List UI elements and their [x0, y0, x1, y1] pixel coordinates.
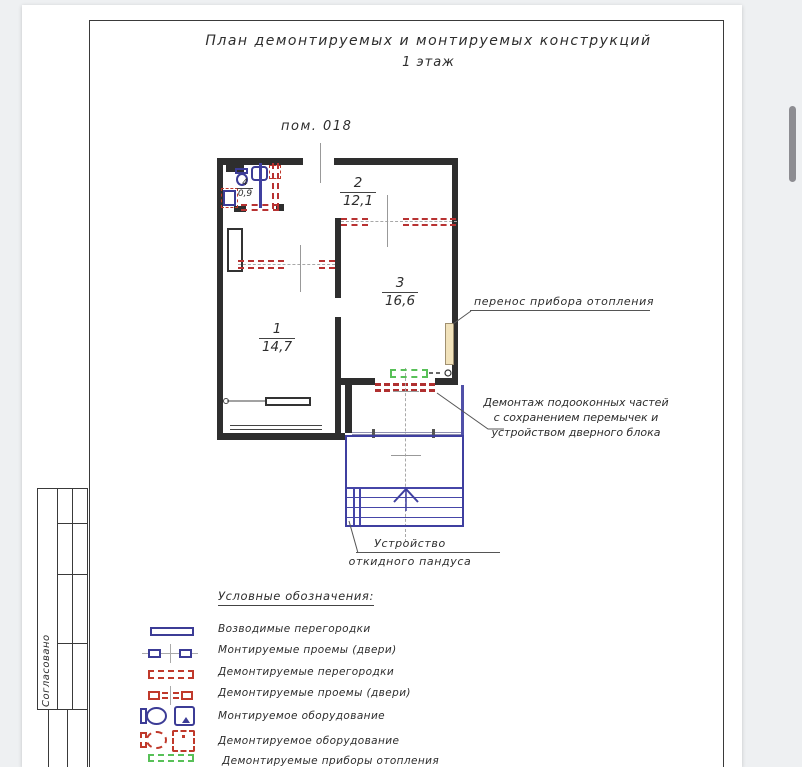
- relocated-heater: [445, 323, 454, 365]
- centerline-room3: [341, 221, 457, 222]
- ramp-side-rail: [353, 487, 355, 525]
- legend-item-installed-equipment: Монтируемое оборудование: [218, 710, 386, 722]
- ramp-step-line: [347, 487, 462, 489]
- legend-symbol-sink-demolished: [172, 730, 195, 752]
- legend-item-new-partition: Возводимые перегородки: [218, 623, 371, 635]
- wall-room3-bottom-right: [435, 378, 458, 385]
- legend-symbol-new-opening-right: [179, 649, 192, 658]
- legend-symbol-new-opening-left: [148, 649, 161, 658]
- toilet-bowl: [146, 707, 167, 725]
- annotation-sill-line2: с сохранением перемычек и: [493, 411, 659, 424]
- legend-symbol-new-opening-tick: [170, 644, 171, 663]
- legend-symbol-demolished-partition: [148, 670, 194, 679]
- annotation-heater-relocation: перенос прибора отопления: [474, 295, 655, 308]
- annotation-sill-line3: устройством дверного блока: [491, 426, 661, 439]
- stamp-extension-v2: [67, 710, 68, 767]
- legend-item-new-openings: Монтируемые проемы (двери): [218, 644, 397, 656]
- legend-header: Условные обозначения:: [218, 589, 374, 606]
- annotation-sill-demolition: [468, 395, 684, 440]
- wall-middle-porch: [335, 385, 341, 433]
- wall-room3-bottom-left: [335, 378, 375, 385]
- room4-label: [231, 178, 259, 199]
- annotation-ramp-underline: [356, 552, 500, 553]
- window-room1: [230, 425, 322, 430]
- room4-number: 4: [237, 178, 253, 189]
- wall-middle-upper: [335, 218, 341, 298]
- page-title: План демонтируемых и монтируемых конструкций: [205, 33, 652, 49]
- legend-symbol-toilet-new: [140, 707, 168, 725]
- annotation-sill-line1: Демонтаж подооконных частей: [483, 396, 669, 409]
- stamp-divider-h2: [57, 574, 88, 575]
- legend-symbol-sink-new: [174, 706, 195, 726]
- room3-number: 3: [382, 275, 419, 293]
- legend-symbol-demolished-opening-mid: [162, 692, 179, 699]
- room1-label: [242, 321, 312, 355]
- stamp-divider-v1: [57, 489, 58, 709]
- legend-symbol-demolished-heater: [148, 754, 194, 762]
- drawing-sheet: [22, 5, 742, 767]
- stamp-extension-v1: [48, 710, 49, 767]
- annotation-ramp-line1: Устройство: [374, 537, 446, 550]
- scrollbar-thumb[interactable]: [789, 106, 796, 182]
- ramp-step-line: [347, 507, 462, 508]
- new-partition-bath: [259, 163, 262, 208]
- demolished-partition-room3-b: [403, 218, 456, 226]
- room2-label: [323, 175, 393, 209]
- radiator-room1: [265, 397, 311, 406]
- legend-symbol-sink-new-tap: [182, 717, 190, 723]
- legend-item-demolished-openings: Демонтируемые проемы (двери): [218, 687, 411, 699]
- legend-symbol-demolished-opening-left: [148, 691, 160, 700]
- centerline-tick-doorway: [393, 391, 419, 392]
- stamp-divider-v2: [72, 489, 73, 709]
- stamp-extension-v3: [87, 710, 88, 767]
- room2-number: 2: [340, 175, 377, 193]
- legend-item-demolished-heaters: Демонтируемые приборы отопления: [222, 755, 440, 767]
- page-subtitle: 1 этаж: [402, 55, 455, 70]
- legend-item-demolished-equipment: Демонтируемое оборудование: [218, 735, 400, 747]
- wall-top-right: [334, 158, 458, 165]
- stamp-divider-h3: [57, 643, 88, 644]
- stamp-divider-h1: [57, 523, 88, 524]
- legend-item-demolished-partition: Демонтируемые перегородки: [218, 666, 395, 678]
- ramp-outline: [345, 435, 464, 527]
- room1-area: 14,7: [261, 339, 293, 355]
- stamp-approved-label: Согласовано: [41, 634, 52, 707]
- room2-area: 12,1: [342, 193, 374, 209]
- room1-number: 1: [259, 321, 296, 339]
- room3-area: 16,6: [384, 293, 416, 309]
- legend-symbol-toilet-demolished: [140, 731, 168, 749]
- room3-label: [370, 275, 430, 309]
- centerline-room1: [238, 264, 335, 265]
- centerline-tick-room1: [300, 245, 301, 292]
- legend-symbol-new-partition: [150, 627, 194, 636]
- wall-porch-left: [345, 385, 352, 433]
- section-tick: [320, 143, 321, 183]
- demolished-partition-room3-a: [341, 218, 368, 226]
- demolished-heater: [390, 369, 428, 378]
- wall-middle-lower: [335, 317, 341, 379]
- annotation-heater-underline: [470, 310, 650, 311]
- vestibule-right-wall-new: [461, 385, 464, 437]
- room-reference: пом. 018: [281, 119, 353, 134]
- legend-symbol-demolished-opening-right: [181, 691, 193, 700]
- ramp-side-rail: [359, 487, 361, 525]
- toilet-bowl: [146, 731, 167, 749]
- annotation-ramp-line2: откидного пандуса: [348, 555, 472, 568]
- ramp-step-line: [347, 517, 462, 518]
- room4-area: 0,9: [237, 189, 253, 199]
- wall-bottom-room1: [217, 433, 345, 440]
- sink-plan-red-outline: [269, 165, 281, 179]
- legend-symbol-sink-demolished-dot: [182, 735, 185, 738]
- ramp-step-line: [347, 497, 462, 498]
